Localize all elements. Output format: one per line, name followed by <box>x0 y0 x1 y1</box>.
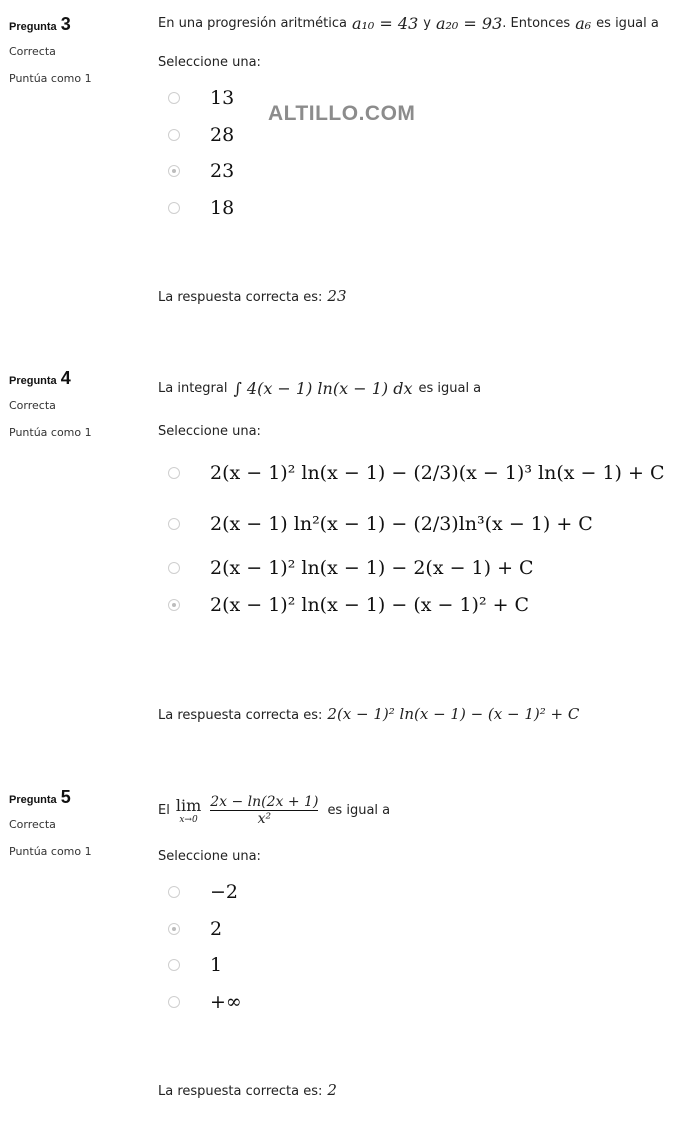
radio-button[interactable] <box>168 467 180 479</box>
answer-option[interactable] <box>158 984 698 1021</box>
answer-option[interactable] <box>158 447 698 499</box>
question-state: Correcta <box>9 818 56 831</box>
question-label: Pregunta <box>9 21 57 33</box>
right-answer <box>158 287 347 305</box>
radio-button[interactable] <box>168 959 180 971</box>
radio-button[interactable] <box>168 129 180 141</box>
radio-button[interactable] <box>168 886 180 898</box>
math-expression: a₂₀ = 93 <box>435 14 503 33</box>
fraction-numerator: 2x − ln(2x + 1) <box>210 793 319 810</box>
math-expression: a₁₀ = 43 <box>351 14 419 33</box>
right-answer <box>158 1081 337 1099</box>
question-text-part: y <box>423 16 431 31</box>
question-label: Pregunta <box>9 375 57 387</box>
question-text <box>158 787 698 833</box>
answer-option[interactable] <box>158 587 698 623</box>
question-text <box>158 368 698 408</box>
question-number <box>9 787 139 808</box>
answer-option[interactable] <box>158 153 698 190</box>
question-content <box>158 787 698 1020</box>
answer-option[interactable] <box>158 80 698 117</box>
option-text: +∞ <box>210 991 242 1014</box>
answer-option[interactable] <box>158 911 698 948</box>
right-answer <box>158 705 579 723</box>
option-text: 2(x − 1)² ln(x − 1) − (x − 1)² + C <box>210 594 530 616</box>
question-state: Correcta <box>9 399 56 412</box>
select-prompt: Seleccione una: <box>158 849 261 864</box>
answer-option[interactable] <box>158 549 698 587</box>
question-number-value: 4 <box>60 368 71 388</box>
question-info <box>9 787 139 858</box>
question-text-part: . Entonces <box>502 16 571 31</box>
answer-option[interactable] <box>158 190 698 227</box>
lim-subscript: x→0 <box>179 814 198 825</box>
question-text-part: El <box>158 802 170 818</box>
answer-option[interactable] <box>158 117 698 154</box>
radio-button-selected[interactable] <box>168 165 180 177</box>
question-number-value: 3 <box>60 14 71 34</box>
question-text-part: La integral <box>158 380 228 396</box>
fraction-denominator: x² <box>257 810 272 827</box>
question-text-part: es igual a <box>327 802 391 818</box>
answer-options <box>158 80 698 226</box>
option-text: 13 <box>210 87 235 110</box>
question-number <box>9 14 139 35</box>
question-text-part: es igual a <box>596 16 659 31</box>
option-text: 18 <box>210 197 235 220</box>
lim-word: lim <box>175 795 202 815</box>
select-prompt: Seleccione una: <box>158 424 261 439</box>
right-answer-value: 23 <box>327 287 347 305</box>
option-text: 23 <box>210 160 235 183</box>
question-content <box>158 14 698 226</box>
question-text-part: En una progresión aritmética <box>158 16 347 31</box>
question-text-part: es igual a <box>418 380 482 396</box>
radio-button[interactable] <box>168 996 180 1008</box>
right-answer-value: 2(x − 1)² ln(x − 1) − (x − 1)² + C <box>327 705 580 723</box>
limit-operator <box>176 796 201 825</box>
fraction <box>210 794 318 827</box>
option-text: 2(x − 1)² ln(x − 1) − 2(x − 1) + C <box>210 557 534 579</box>
question-grade: Puntúa como 1 <box>9 426 92 439</box>
answer-option[interactable] <box>158 874 698 911</box>
radio-button[interactable] <box>168 92 180 104</box>
right-answer-label: La respuesta correcta es: <box>158 708 323 723</box>
radio-button[interactable] <box>168 518 180 530</box>
option-text: 2 <box>210 917 223 940</box>
watermark: ALTILLO.COM <box>268 102 416 125</box>
question-content <box>158 368 698 623</box>
option-text: 28 <box>210 123 235 146</box>
radio-button[interactable] <box>168 202 180 214</box>
select-prompt: Seleccione una: <box>158 55 261 70</box>
answer-option[interactable] <box>158 947 698 984</box>
answer-option[interactable] <box>158 499 698 549</box>
radio-button-selected[interactable] <box>168 923 180 935</box>
radio-button[interactable] <box>168 562 180 574</box>
right-answer-label: La respuesta correcta es: <box>158 290 323 305</box>
right-answer-label: La respuesta correcta es: <box>158 1084 323 1099</box>
option-text: 2(x − 1) ln²(x − 1) − (2/3)ln³(x − 1) + C <box>210 513 593 535</box>
question-text <box>158 14 698 33</box>
question-label: Pregunta <box>9 794 57 806</box>
question-number-value: 5 <box>60 787 71 807</box>
math-expression: a₆ <box>575 14 592 33</box>
option-text: 1 <box>210 954 223 977</box>
question-state: Correcta <box>9 45 56 58</box>
question-grade: Puntúa como 1 <box>9 845 92 858</box>
option-text: −2 <box>210 881 239 904</box>
question-grade: Puntúa como 1 <box>9 72 92 85</box>
math-expression: ∫ 4(x − 1) ln(x − 1) dx <box>233 378 413 398</box>
question-info <box>9 368 139 439</box>
radio-button-selected[interactable] <box>168 599 180 611</box>
question-info <box>9 14 139 85</box>
answer-options <box>158 447 698 623</box>
option-text: 2(x − 1)² ln(x − 1) − (2/3)(x − 1)³ ln(x − 1) + C <box>210 462 665 484</box>
right-answer-value: 2 <box>327 1081 337 1099</box>
answer-options <box>158 874 698 1020</box>
question-number <box>9 368 139 389</box>
